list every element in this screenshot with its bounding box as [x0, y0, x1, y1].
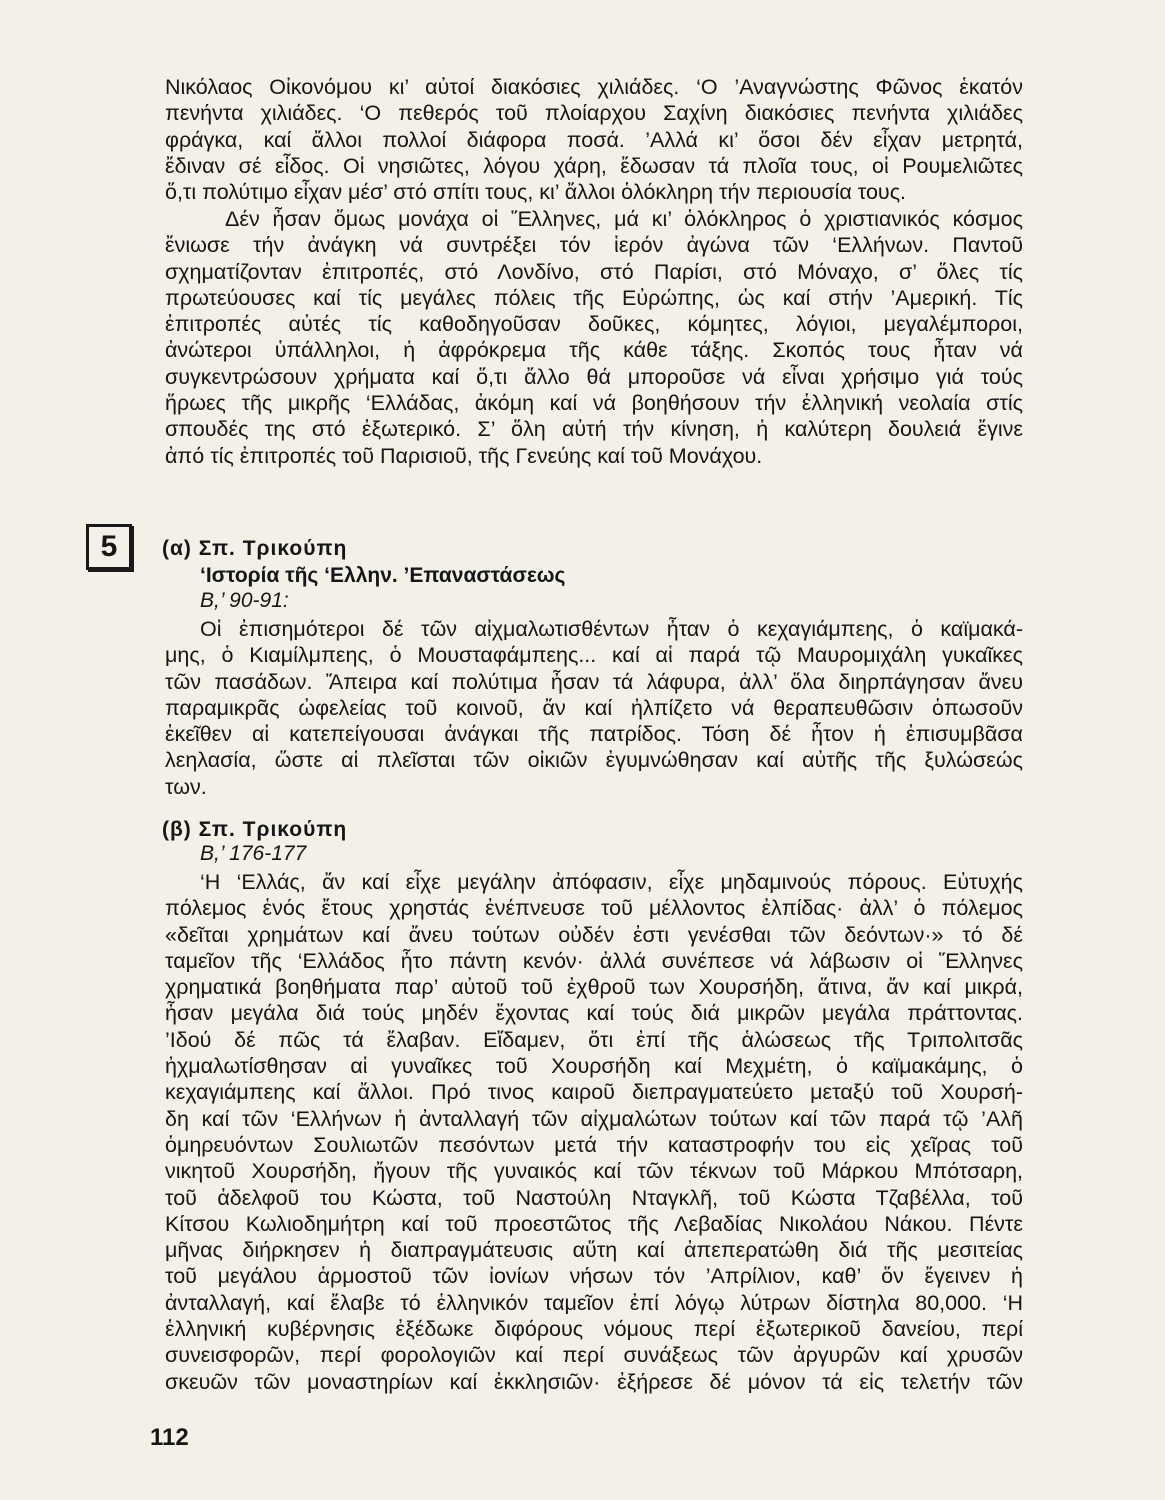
text-line: ἠχμαλωτίσθησαν αἱ γυναῖκες τοῦ Χουρσήδη καί Μεχμέτη, ὁ καϊμακάμης, ὁ: [165, 1054, 1023, 1079]
text-line: ταμεῖον τῆς ‘Ελλάδος ἦτο πάντη κενόν· ἀλλά συνέπεσε νά λάβωσιν οἱ Ἕλληνες: [165, 948, 1023, 973]
text-line: χρηματικά βοηθήματα παρ’ αὐτοῦ τοῦ ἐχθροῦ των Χουρσήδη, ἅτινα, ἄν καί μικρά,: [165, 975, 1023, 1000]
text-line: ἔνιωσε τήν ἀνάγκη νά συντρέξει τόν ἱερόν ἀγώνα τῶν ‘Ελλήνων. Παντοῦ: [165, 233, 1023, 258]
text-line: ’Ιδού δέ πῶς τά ἔλαβαν. Εἴδαμεν, ὅτι ἐπί τῆς ἁλώσεως τῆς Τριπολιτσᾶς: [165, 1027, 1023, 1052]
source-a-label: (α) Σπ. Τρικούπη: [162, 537, 348, 560]
text-line: ἐκεῖθεν αἱ κατεπείγουσαι ἀνάγκαι τῆς πατρίδος. Τόση δέ ἦτον ἡ ἐπισυμβᾶσα: [165, 722, 1023, 747]
text-line: Νικόλαος Οἰκονόμου κι’ αὐτοί διακόσιες χιλιάδες. ‘Ο ’Αναγνώστης Φῶνος ἑκατόν: [165, 75, 1023, 99]
text-line: ἀνταλλαγή, καί ἔλαβε τό ἑλληνικόν ταμεῖον ἐπί λόγῳ λύτρων δίστηλα 80,000. ‘Η: [165, 1290, 1023, 1315]
text-line: των.: [165, 774, 207, 799]
source-b-label: (β) Σπ. Τρικούπη: [162, 818, 348, 841]
text-line: ἀπό τίς ἐπιτροπές τοῦ Παρισιοῦ, τῆς Γενεύης καί τοῦ Μονάχου.: [165, 443, 763, 468]
page-number: 112: [150, 1424, 189, 1451]
text-line: ὅ,τι πολύτιμο εἶχαν μέσ’ στό σπίτι τους, κι’ ἄλλοι ὁλόκληρη τήν περιουσία τους.: [165, 180, 907, 205]
text-line: λεηλασία, ὥστε αἱ πλεῖσται τῶν οἰκιῶν ἐγυμνώθησαν καί αὐτῆς τῆς ξυλώσεώς: [165, 748, 1023, 773]
text-line: δη καί τῶν ‘Ελλήνων ἡ ἀνταλλαγή τῶν αἰχμαλώτων τούτων καί τῶν παρά τῷ ’Αλῆ: [165, 1106, 1023, 1131]
text-line: ἀνώτεροι ὑπάλληλοι, ἡ ἀφρόκρεμα τῆς κάθε τάξης. Σκοπός τους ἦταν νά: [165, 338, 1023, 363]
text-line: τῶν πασάδων. Ἄπειρα καί πολύτιμα ἦσαν τά λάφυρα, ἀλλ’ ὅλα διηρπάγησαν ἄνευ: [165, 669, 1023, 694]
text-line: φράγκα, καί ἄλλοι πολλοί διάφορα ποσά. ’Αλλά κι’ ὅσοι δέν εἶχαν μετρητά,: [165, 127, 1023, 152]
text-line: ‘Η ‘Ελλάς, ἄν καί εἶχε μεγάλην ἀπόφασιν, εἶχε μηδαμινούς πόρους. Εὐτυχής: [200, 870, 1023, 894]
intro-paragraph-2: [165, 206, 1023, 469]
text-line: σπουδές της στό ἐξωτερικό. Σ’ ὅλη αὐτή τήν κίνηση, ἡ καλύτερη δουλειά ἔγινε: [165, 417, 1023, 442]
source-a-title: ‘Ιστορία τῆς ‘Ελλην. ’Επαναστάσεως: [200, 564, 566, 587]
text-line: Δέν ἦσαν ὅμως μονάχα οἱ Ἕλληνες, μά κι’ ὁλόκληρος ὁ χριστιανικός κόσμος: [225, 207, 1023, 231]
text-line: ἦσαν μεγάλα διά τούς μηδέν ἔχοντας καί τούς διά μικρῶν μεγάλα πράττοντας.: [165, 1001, 1023, 1026]
text-line: ἔδιναν σέ εἶδος. Οἱ νησιῶτες, λόγου χάρη, ἔδωσαν τά πλοῖα τους, οἱ Ρουμελιῶτες: [165, 153, 1023, 178]
text-line: συνεισφορῶν, περί φορολογιῶν καί περί συνάξεως τῶν ἀργυρῶν καί χρυσῶν: [165, 1343, 1023, 1368]
text-line: τοῦ ἀδελφοῦ του Κώστα, τοῦ Ναστούλη Νταγκλῆ, τοῦ Κώστα Τζαβέλλα, τοῦ: [165, 1185, 1023, 1210]
text-line: συγκεντρώσουν χρήματα καί ὅ,τι ἄλλο θά μποροῦσε νά εἶναι χρήσιμο γιά τούς: [165, 364, 1023, 389]
text-line: «δεῖται χρημάτων καί ἄνευ τούτων οὐδέν ἐστι γενέσθαι τῶν δεόντων·» τό δέ: [165, 922, 1023, 947]
text-line: σκευῶν τῶν μοναστηρίων καί ἐκκλησιῶν· ἐξήρεσε δέ μόνον τά εἰς τελετήν τῶν: [165, 1369, 1023, 1394]
text-line: ἐπιτροπές αὐτές τίς καθοδηγοῦσαν δοῦκες, κόμητες, λόγιοι, μεγαλέμποροι,: [165, 312, 1023, 337]
text-line: ἥρωες τῆς μικρῆς ‘Ελλάδας, ἀκόμη καί νά βοηθήσουν τήν ἑλληνική νεολαία στίς: [165, 391, 1023, 416]
text-line: ἑλληνική κυβέρνησις ἐξέδωκε διφόρους νόμους περί ἐξωτερικοῦ δανείου, περί: [165, 1317, 1023, 1342]
source-a-reference: Β,’ 90-91:: [200, 589, 289, 612]
text-line: τοῦ μεγάλου ἁρμοστοῦ τῶν ἰονίων νήσων τόν ’Απρίλιον, καθ’ ὅν ἔγεινεν ἡ: [165, 1264, 1023, 1289]
section-number-badge: 5: [86, 524, 132, 570]
text-line: πρωτεύουσες καί τίς μεγάλες πόλεις τῆς Εὐρώπης, ὡς καί στήν ’Αμερική. Τίς: [165, 285, 1023, 310]
text-line: μῆνας διήρκησεν ἡ διαπραγμάτευσις αὕτη καί ἀπεπερατώθη διά τῆς μεσιτείας: [165, 1238, 1023, 1263]
text-line: σχηματίζονταν ἐπιτροπές, στό Λονδίνο, στό Παρίσι, στό Μόναχο, σ’ ὅλες τίς: [165, 259, 1023, 284]
text-line: πενήντα χιλιάδες. ‘Ο πεθερός τοῦ πλοίαρχου Σαχίνη διακόσιες πενήντα χιλιάδες: [165, 101, 1023, 126]
source-b-reference: Β,’ 176-177: [200, 842, 307, 865]
text-line: μης, ὁ Κιαμίλμπεης, ὁ Μουσταφάμπεης... καί αἱ παρά τῷ Μαυρομιχάλη γυκαῖκες: [165, 643, 1023, 668]
source-a-quote: [165, 616, 1023, 800]
text-line: Κίτσου Κωλιοδημήτρη καί τοῦ προεστῶτος τῆς Λεβαδίας Νικολάου Νάκου. Πέντε: [165, 1211, 1023, 1236]
intro-paragraph-1: [165, 74, 1023, 205]
source-b-quote: [165, 869, 1023, 1395]
text-line: παραμικρᾶς ὠφελείας τοῦ κοινοῦ, ἄν καί ἠλπίζετο νά θεραπευθῶσιν ὁπωσοῦν: [165, 695, 1023, 720]
text-line: Οἱ ἐπισημότεροι δέ τῶν αἰχμαλωτισθέντων ἦταν ὁ κεχαγιάμπεης, ὁ καϊμακά-: [200, 617, 1023, 641]
text-line: νικητοῦ Χουρσήδη, ἤγουν τῆς γυναικός καί τῶν τέκνων τοῦ Μάρκου Μπότσαρη,: [165, 1159, 1023, 1184]
text-line: κεχαγιάμπεης καί ἄλλοι. Πρό τινος καιροῦ διεπραγματεύετο μεταξύ τοῦ Χουρσή-: [165, 1080, 1023, 1105]
text-line: πόλεμος ἑνός ἔτους χρηστάς ἐνέπνευσε τοῦ μέλλοντος ἐλπίδας· ἀλλ’ ὁ πόλεμος: [165, 896, 1023, 921]
text-line: ὁμηρευόντων Σουλιωτῶν πεσόντων μετά τήν καταστροφήν του εἰς χεῖρας τοῦ: [165, 1132, 1023, 1157]
